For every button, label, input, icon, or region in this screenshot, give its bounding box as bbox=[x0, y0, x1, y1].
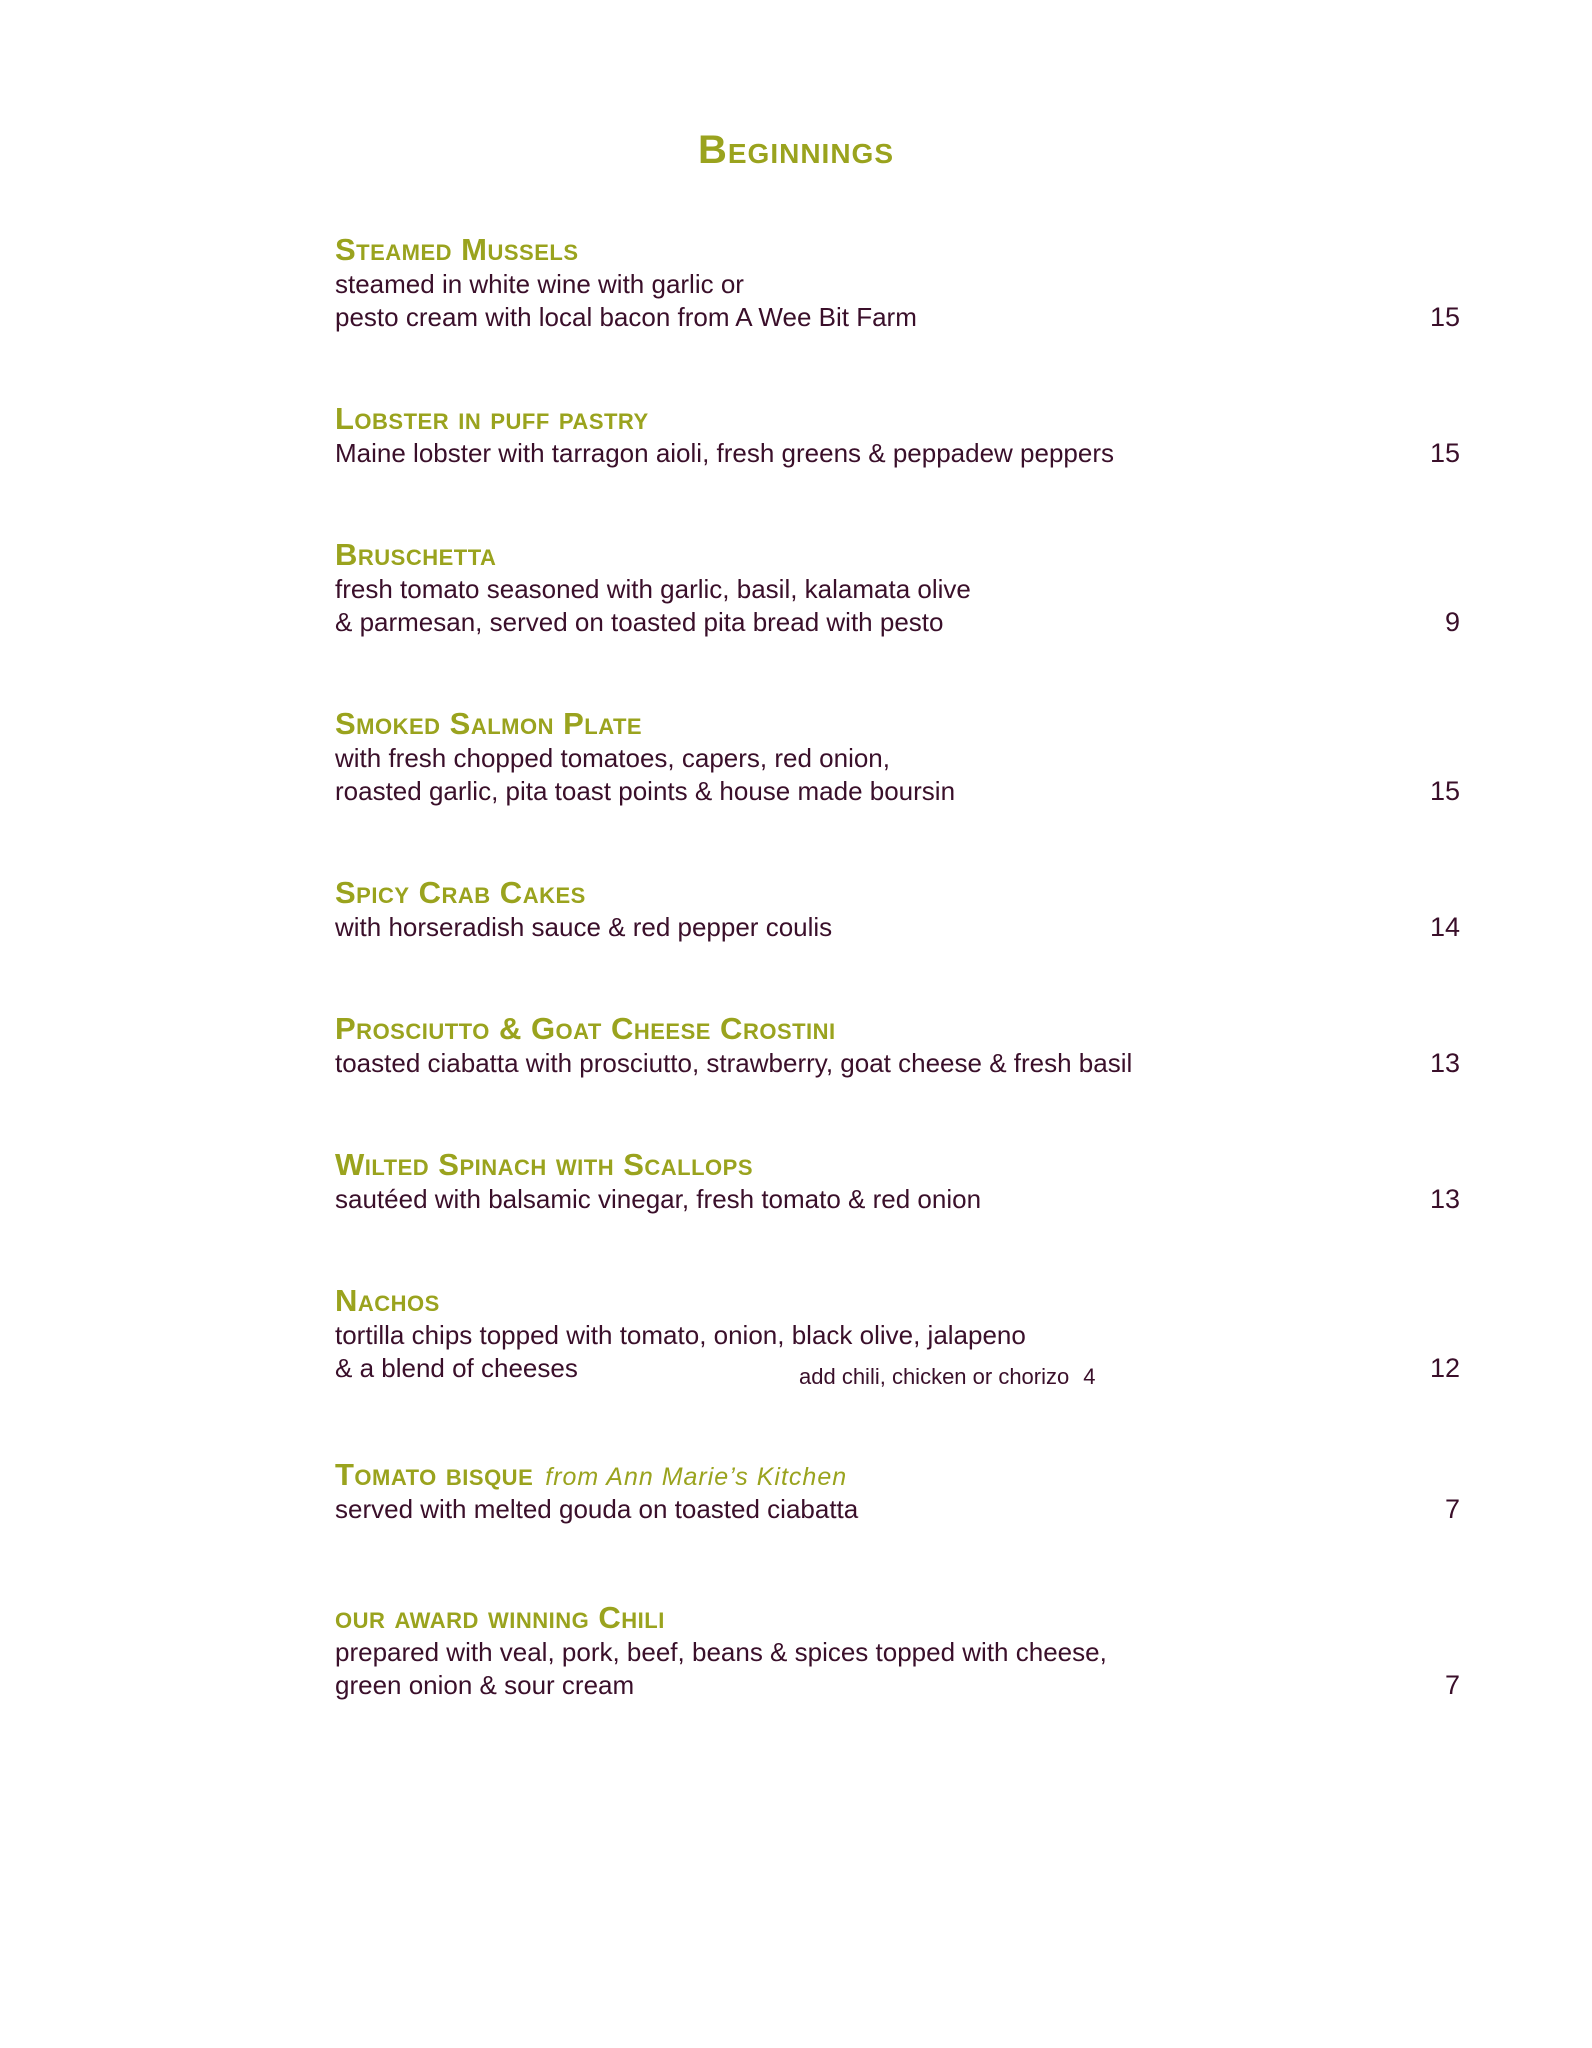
item-description-line: steamed in white wine with garlic or bbox=[335, 269, 744, 299]
item-addon bbox=[799, 1360, 1096, 1393]
menu-item bbox=[335, 1283, 1460, 1389]
item-price: 12 bbox=[1429, 1353, 1460, 1383]
item-description-text: with horseradish sauce & red pepper coulis bbox=[335, 912, 833, 942]
item-name: Spicy Crab Cakes bbox=[335, 875, 586, 910]
addon-label: add chili, chicken or chorizo bbox=[799, 1364, 1070, 1389]
item-description-text: toasted ciabatta with prosciutto, strawberry, goat cheese & fresh basil bbox=[335, 1048, 1133, 1078]
menu-item bbox=[335, 1457, 1460, 1526]
item-description-text: Maine lobster with tarragon aioli, fresh greens & peppadew peppers bbox=[335, 438, 1115, 468]
item-description-line bbox=[335, 1047, 1460, 1080]
item-price: 13 bbox=[1429, 1184, 1460, 1214]
item-name: Steamed Mussels bbox=[335, 232, 579, 267]
menu-item bbox=[335, 875, 1460, 944]
menu-item bbox=[335, 1011, 1460, 1080]
item-name: Bruschetta bbox=[335, 537, 497, 572]
item-price: 15 bbox=[1429, 438, 1460, 468]
item-price: 7 bbox=[1444, 1670, 1460, 1700]
item-source: from Ann Marie’s Kitchen bbox=[545, 1463, 848, 1491]
item-price: 7 bbox=[1444, 1494, 1460, 1524]
item-description-line bbox=[335, 1183, 1460, 1216]
addon-price: 4 bbox=[1083, 1364, 1096, 1389]
item-description-text: served with melted gouda on toasted ciabatta bbox=[335, 1494, 859, 1524]
item-name: Nachos bbox=[335, 1283, 440, 1318]
item-description-text: green onion & sour cream bbox=[335, 1670, 635, 1700]
item-description-line: with fresh chopped tomatoes, capers, red onion, bbox=[335, 743, 890, 773]
item-name: Smoked Salmon Plate bbox=[335, 706, 643, 741]
item-description-text: & parmesan, served on toasted pita bread with pesto bbox=[335, 607, 944, 637]
item-name: Prosciutto & Goat Cheese Crostini bbox=[335, 1011, 836, 1046]
item-description-line bbox=[335, 1669, 1460, 1702]
item-price: 9 bbox=[1444, 607, 1460, 637]
item-price: 15 bbox=[1429, 776, 1460, 806]
item-name-text: Tomato bisque bbox=[335, 1457, 534, 1492]
menu-item bbox=[335, 232, 1460, 334]
item-description-line bbox=[335, 1493, 1460, 1526]
item-description-line: prepared with veal, pork, beef, beans & spices topped with cheese, bbox=[335, 1637, 1107, 1667]
item-description-text: pesto cream with local bacon from A Wee Bit Farm bbox=[335, 302, 917, 332]
item-description-line bbox=[335, 437, 1460, 470]
item-description-line: fresh tomato seasoned with garlic, basil, kalamata olive bbox=[335, 574, 971, 604]
item-description-line bbox=[335, 301, 1460, 334]
menu-item bbox=[335, 1600, 1460, 1702]
item-description-line: tortilla chips topped with tomato, onion, black olive, jalapeno bbox=[335, 1320, 1026, 1350]
menu-item bbox=[335, 706, 1460, 808]
item-price: 13 bbox=[1429, 1048, 1460, 1078]
item-description-text: sautéed with balsamic vinegar, fresh tomato & red onion bbox=[335, 1184, 982, 1214]
item-description-text: & a blend of cheeses bbox=[335, 1353, 578, 1383]
menu-item bbox=[335, 401, 1460, 470]
item-name: our award winning Chili bbox=[335, 1600, 665, 1635]
item-description-line bbox=[335, 606, 1460, 639]
menu-item bbox=[335, 537, 1460, 639]
item-name: Lobster in puff pastry bbox=[335, 401, 649, 436]
section-title: Beginnings bbox=[697, 128, 895, 172]
menu-item bbox=[335, 1147, 1460, 1216]
item-name: Wilted Spinach with Scallops bbox=[335, 1147, 754, 1182]
item-description-line bbox=[335, 911, 1460, 944]
item-description-line bbox=[335, 1352, 1460, 1389]
item-price: 15 bbox=[1429, 302, 1460, 332]
item-description-line bbox=[335, 775, 1460, 808]
item-price: 14 bbox=[1429, 912, 1460, 942]
item-name bbox=[335, 1457, 1460, 1493]
item-description-text: roasted garlic, pita toast points & house made boursin bbox=[335, 776, 956, 806]
